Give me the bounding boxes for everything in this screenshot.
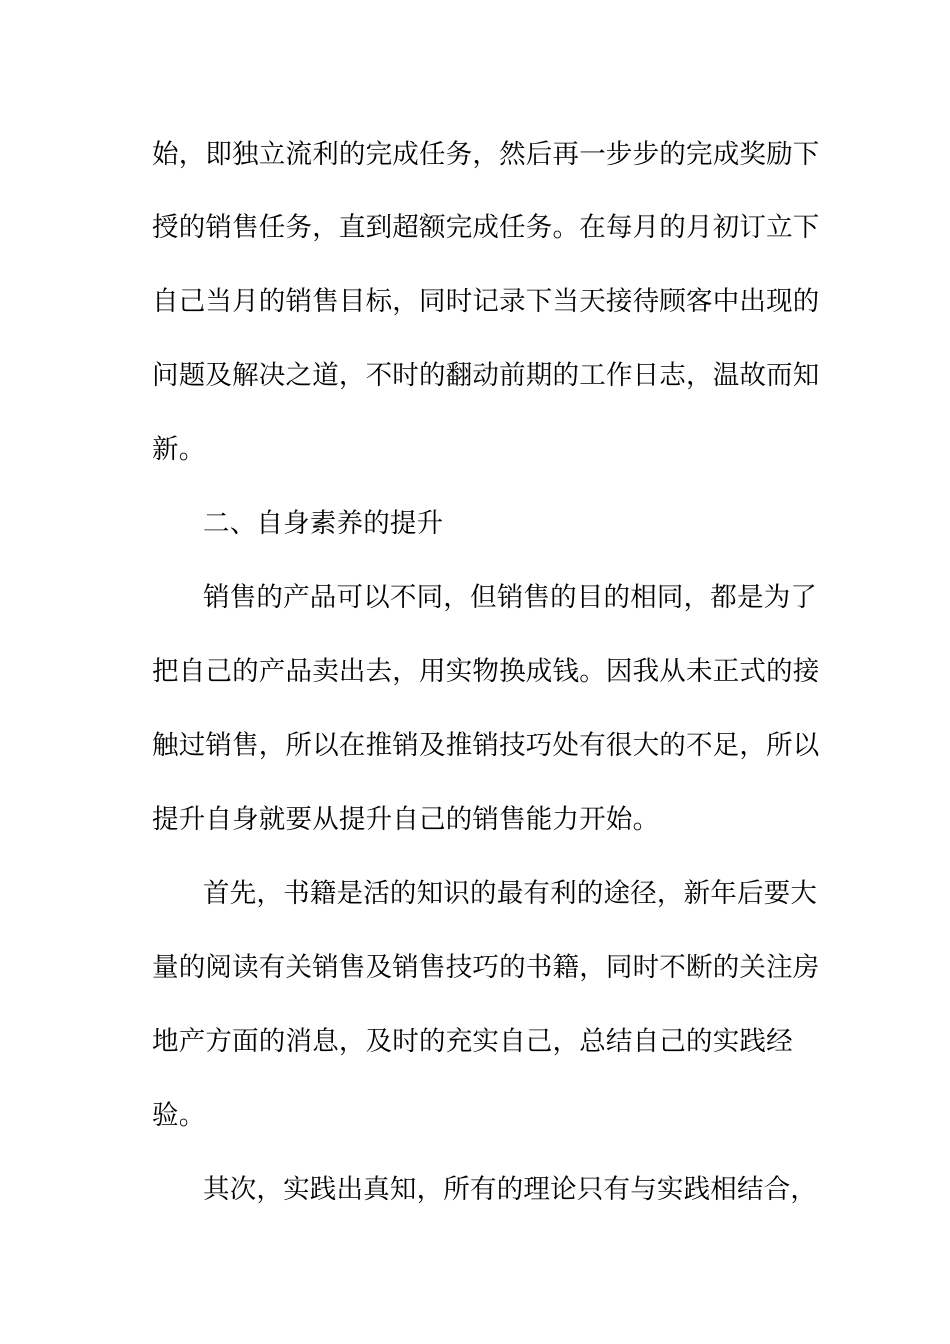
- paragraph-line: 量的阅读有关销售及销售技巧的书籍，同时不断的关注房: [152, 952, 820, 983]
- paragraph-line: 问题及解决之道，不时的翻动前期的工作日志，温故而知: [152, 360, 820, 391]
- paragraph-line: 地产方面的消息，及时的充实自己，总结自己的实践经: [152, 1026, 793, 1057]
- paragraph-line: 始，即独立流利的完成任务，然后再一步步的完成奖励下: [152, 139, 820, 170]
- paragraph-line: 新。: [152, 434, 206, 465]
- paragraph-line: 其次，实践出真知，所有的理论只有与实践相结合，: [203, 1174, 818, 1205]
- paragraph-line: 授的销售任务，直到超额完成任务。在每月的月初订立下: [152, 212, 820, 243]
- paragraph-line: 触过销售，所以在推销及推销技巧处有很大的不足，所以: [152, 730, 820, 761]
- paragraph-line: 提升自身就要从提升自己的销售能力开始。: [152, 804, 660, 835]
- paragraph-line: 自己当月的销售目标，同时记录下当天接待顾客中出现的: [152, 286, 820, 317]
- paragraph-line: 把自己的产品卖出去，用实物换成钱。因我从未正式的接: [152, 656, 820, 687]
- paragraph-line: 验。: [152, 1100, 206, 1131]
- section-heading: 二、自身素养的提升: [203, 508, 444, 539]
- paragraph-line: 销售的产品可以不同，但销售的目的相同，都是为了: [203, 582, 818, 613]
- paragraph-line: 首先，书籍是活的知识的最有利的途径，新年后要大: [203, 878, 818, 909]
